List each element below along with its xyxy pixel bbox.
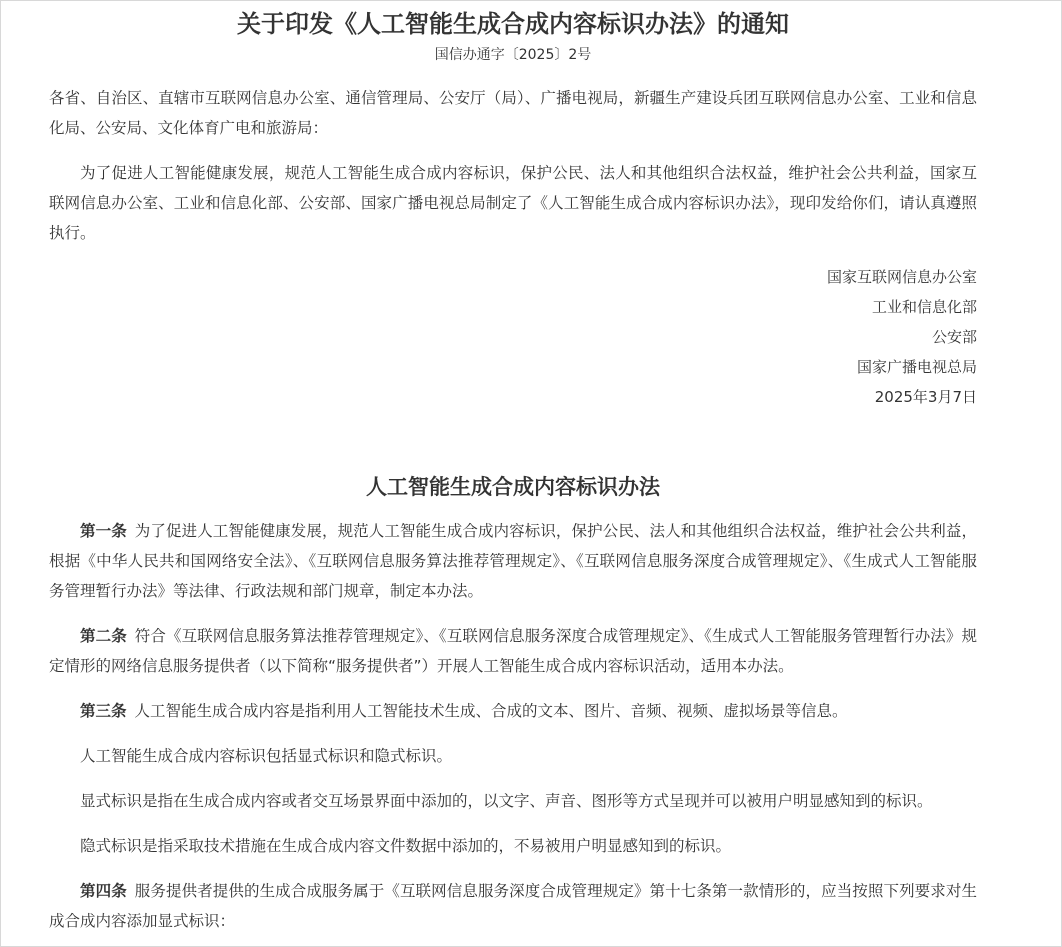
notice-title: 关于印发《人工智能生成合成内容标识办法》的通知 — [237, 9, 789, 38]
document-content — [49, 7, 977, 936]
article-text: 符合《互联网信息服务算法推荐管理规定》、《互联网信息服务深度合成管理规定》、《生成式人工智能服务管理暂行办法》规定情形的网络信息服务提供者（以下简称“服务提供者”）开展人工智能生成合成内容标识活动，适用本办法。 — [49, 627, 977, 675]
regulation-title: 人工智能生成合成内容标识办法 — [366, 474, 660, 499]
article-label: 第一条 — [80, 522, 127, 540]
document-number: 国信办通字〔2025〕2号 — [434, 47, 592, 63]
article-paragraph — [49, 516, 977, 606]
signatory: 工业和信息化部 — [871, 298, 977, 316]
article-text: 显式标识是指在生成合成内容或者交互场景界面中添加的，以文字、声音、图形等方式呈现并可以被用户明显感知到的标识。 — [80, 792, 933, 810]
notice-body: 为了促进人工智能健康发展，规范人工智能生成合成内容标识，保护公民、法人和其他组织合法权益，维护社会公共利益，国家互联网信息办公室、工业和信息化部、公安部、国家广播电视总局制定了《人工智能生成合成内容标识办法》，现印发给你们，请认真遵照执行。 — [49, 164, 977, 242]
article-label: 第四条 — [80, 882, 127, 900]
article-paragraph — [49, 786, 977, 816]
article-text: 人工智能生成合成内容是指利用人工智能技术生成、合成的文本、图片、音频、视频、虚拟场景等信息。 — [134, 702, 848, 720]
article-text: 人工智能生成合成内容标识包括显式标识和隐式标识。 — [80, 747, 453, 765]
signatory: 国家互联网信息办公室 — [826, 268, 977, 286]
article-paragraph — [49, 696, 977, 726]
articles-list — [49, 516, 977, 936]
signature-block — [49, 262, 977, 412]
article-paragraph — [49, 876, 977, 936]
signatory: 国家广播电视总局 — [856, 358, 977, 376]
article-paragraph — [49, 831, 977, 861]
signatory: 公安部 — [931, 328, 977, 346]
article-label: 第二条 — [80, 627, 127, 645]
article-text: 为了促进人工智能健康发展，规范人工智能生成合成内容标识，保护公民、法人和其他组织合法权益，维护社会公共利益，根据《中华人民共和国网络安全法》、《互联网信息服务算法推荐管理规定》、《互联网信息服务深度合成管理规定》、《生成式人工智能服务管理暂行办法》等法律、行政法规和部门规章，制定本办法。 — [49, 522, 977, 600]
article-text: 隐式标识是指采取技术措施在生成合成内容文件数据中添加的，不易被用户明显感知到的标识。 — [80, 837, 732, 855]
notice-date: 2025年3月7日 — [874, 388, 977, 406]
article-text: 服务提供者提供的生成合成服务属于《互联网信息服务深度合成管理规定》第十七条第一款情形的，应当按照下列要求对生成合成内容添加显式标识： — [49, 882, 977, 930]
addressees: 各省、自治区、直辖市互联网信息办公室、通信管理局、公安厅（局）、广播电视局，新疆生产建设兵团互联网信息办公室、工业和信息化局、公安局、文化体育广电和旅游局： — [49, 89, 977, 137]
article-label: 第三条 — [80, 702, 127, 720]
article-paragraph — [49, 621, 977, 681]
article-paragraph — [49, 741, 977, 771]
